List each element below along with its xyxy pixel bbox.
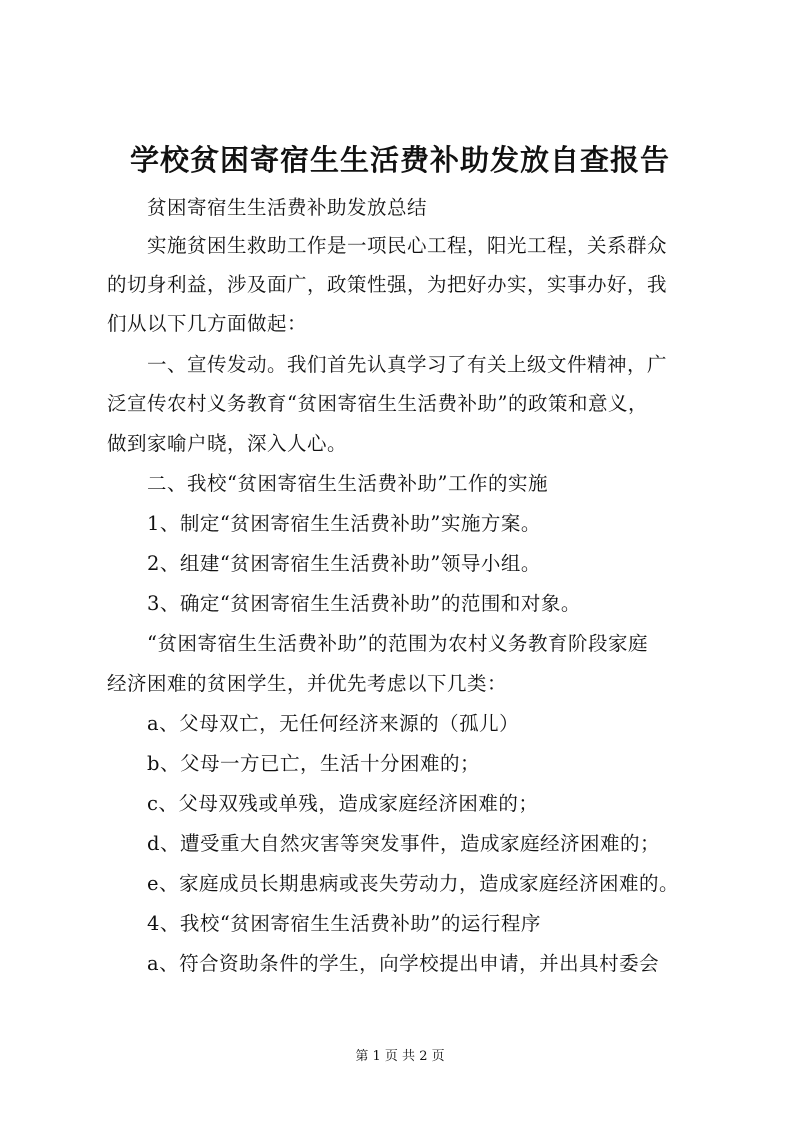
paragraph-line: 贫困寄宿生生活费补助发放总结 [147,196,428,219]
paragraph-line: 1、制定“贫困寄宿生生活费补助”实施方案。 [147,512,541,535]
paragraph-line: 二、我校“贫困寄宿生生活费补助”工作的实施 [147,472,548,495]
paragraph-line: a、父母双亡，无任何经济来源的（孤儿） [147,712,520,735]
paragraph-line: 一、宣传发动。我们首先认真学习了有关上级文件精神，广 [147,353,668,376]
paragraph-line: 们从以下几方面做起： [107,312,308,335]
paragraph-line: 2、组建“贫困寄宿生生活费补助”领导小组。 [147,552,541,575]
paragraph-line: a、符合资助条件的学生，向学校提出申请，并出具村委会 [147,952,660,975]
paragraph-line: “贫困寄宿生生活费补助”的范围为农村义务教育阶段家庭 [147,632,648,655]
page-footer: 第 1 页 共 2 页 [355,1049,445,1064]
paragraph-line: 经济困难的贫困学生，并优先考虑以下几类： [107,672,508,695]
paragraph-line: d、遭受重大自然灾害等突发事件，造成家庭经济困难的； [147,832,660,855]
paragraph-line: 泛宣传农村义务教育“贫困寄宿生生活费补助”的政策和意义， [107,392,648,415]
paragraph-line: 做到家喻户晓，深入人心。 [107,432,348,455]
paragraph-line: 的切身利益，涉及面广，政策性强，为把好办实，实事办好，我 [107,273,668,296]
paragraph-line: 4、我校“贫困寄宿生生活费补助”的运行程序 [147,912,541,935]
paragraph-line: e、家庭成员长期患病或丧失劳动力，造成家庭经济困难的。 [147,872,680,895]
paragraph-line: b、父母一方已亡，生活十分困难的； [147,752,480,775]
paragraph-line: 实施贫困生救助工作是一项民心工程，阳光工程，关系群众 [147,234,668,257]
paragraph-line: c、父母双残或单残，造成家庭经济困难的； [147,792,539,815]
paragraph-line: 3、确定“贫困寄宿生生活费补助”的范围和对象。 [147,592,581,615]
document-title: 学校贫困寄宿生生活费补助发放自查报告 [129,143,670,177]
